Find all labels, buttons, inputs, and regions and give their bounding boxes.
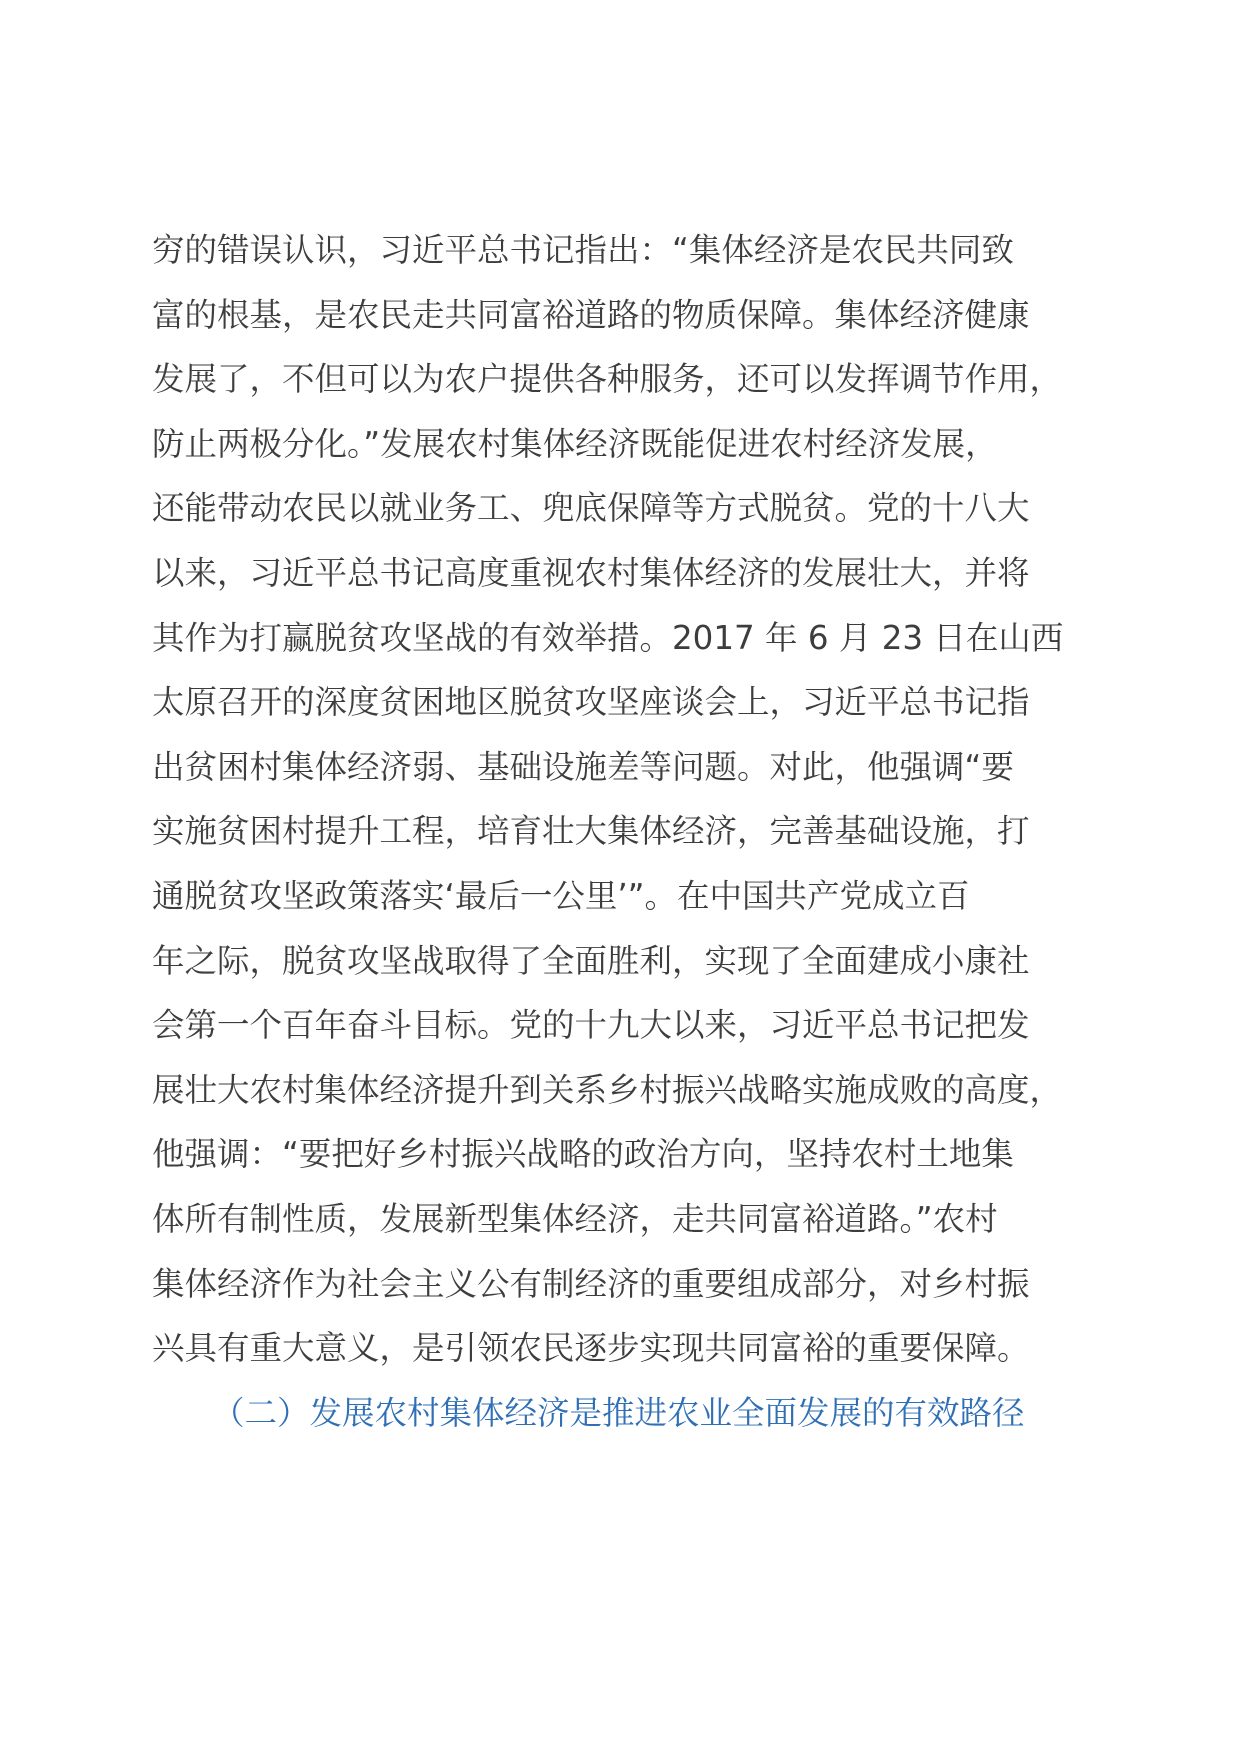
paragraph-line: 他强调：“要把好乡村振兴战略的政治方向，坚持农村土地集 [152,1135,1014,1174]
paragraph-line: 富的根基，是农民走共同富裕道路的物质保障。集体经济健康 [152,295,1030,334]
paragraph-line: 穷的错误认识，习近平总书记指出：“集体经济是农民共同致 [152,231,1014,269]
section-heading: （二）发展农村集体经济是推进农业全面发展的有效路径 [212,1394,1025,1432]
paragraph-line: 会第一个百年奋斗目标。党的十九大以来，习近平总书记把发 [152,1006,1030,1045]
paragraph-line: 集体经济作为社会主义公有制经济的重要组成部分，对乡村振 [152,1264,1030,1303]
paragraph-line: 兴具有重大意义，是引领农民逐步实现共同富裕的重要保障。 [152,1329,1030,1368]
paragraph-line: 太原召开的深度贫困地区脱贫攻坚座谈会上，习近平总书记指 [152,683,1030,722]
paragraph-line: 实施贫困村提升工程，培育壮大集体经济，完善基础设施，打 [152,812,1030,851]
paragraph-line: 其作为打赢脱贫攻坚战的有效举措。2017 年 6 月 23 日在山西 [152,618,1064,657]
paragraph-line: 展壮大农村集体经济提升到关系乡村振兴战略实施成败的高度， [152,1070,1063,1109]
paragraph-line: 防止两极分化。”发展农村集体经济既能促进农村经济发展， [152,424,998,463]
paragraph-line: 年之际，脱贫攻坚战取得了全面胜利，实现了全面建成小康社 [152,941,1030,980]
paragraph-line: 体所有制性质，发展新型集体经济，走共同富裕道路。”农村 [152,1199,998,1238]
body-paragraph [152,218,1092,1381]
paragraph-line: 发展了，不但可以为农户提供各种服务，还可以发挥调节作用， [152,360,1063,399]
paragraph-line: 还能带动农民以就业务工、兜底保障等方式脱贫。党的十八大 [152,489,1030,528]
paragraph-line: 出贫困村集体经济弱、基础设施差等问题。对此，他强调“要 [152,747,1014,786]
paragraph-line: 以来，习近平总书记高度重视农村集体经济的发展壮大，并将 [152,553,1030,592]
paragraph-line: 通脱贫攻坚政策落实‘最后一公里’”。在中国共产党成立百 [152,876,970,915]
